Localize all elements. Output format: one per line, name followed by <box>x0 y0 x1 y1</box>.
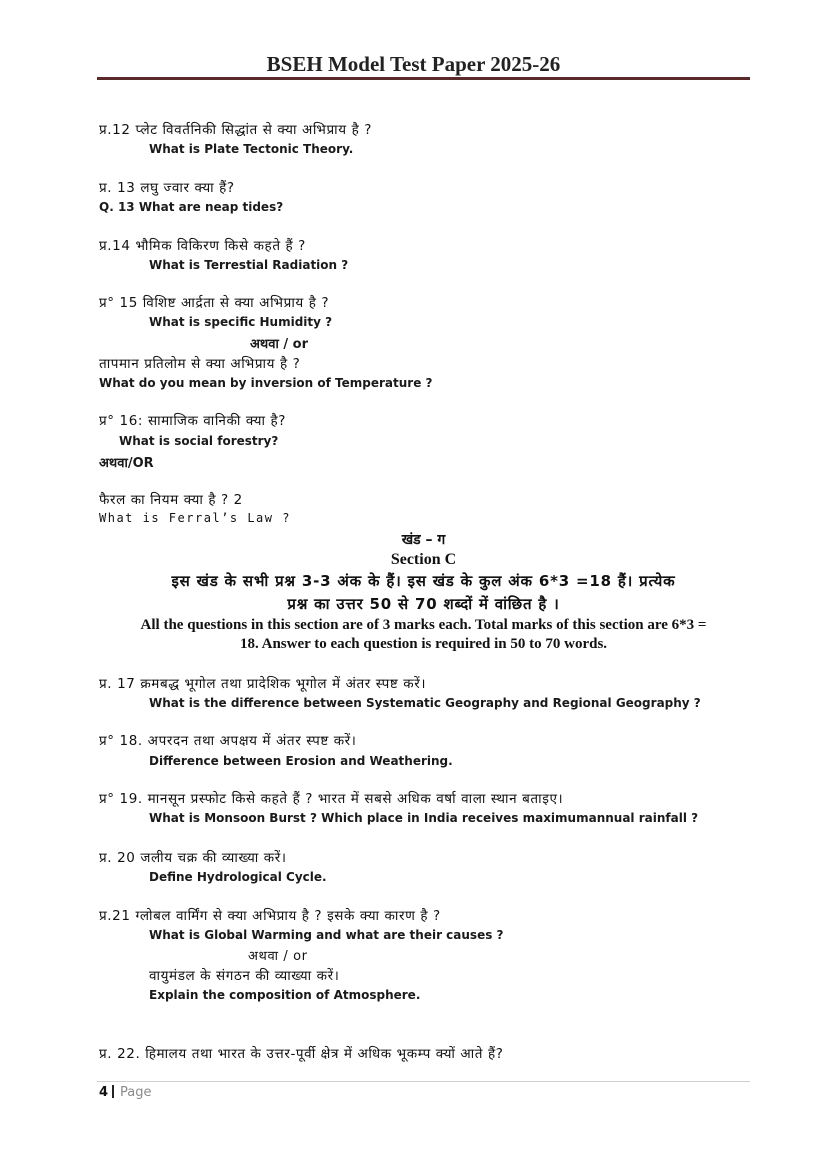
question-16-alt-hindi: फैरल का नियम क्या है ? 2 <box>99 492 243 508</box>
question-21-alt-english: Explain the composition of Atmosphere. <box>149 988 421 1002</box>
question-21-or: अथवा / or <box>248 949 308 964</box>
section-c-instructions-hindi-line1: इस खंड के सभी प्रश्न 3-3 अंक के हैं। इस खंड के कुल अंक 6*3 =18 हैं। प्रत्येक <box>171 572 676 590</box>
question-21-alt-hindi: वायुमंडल के संगठन की व्याख्या करें। <box>149 968 340 984</box>
question-15-english: What is specific Humidity ? <box>149 315 333 329</box>
question-18-english: Difference between Erosion and Weathering. <box>149 754 453 768</box>
question-16-hindi: प्र° 16: सामाजिक वानिकी क्या है? <box>99 413 287 429</box>
question-20-english: Define Hydrological Cycle. <box>149 870 327 884</box>
question-15-hindi: प्र° 15 विशिष्ट आर्द्रता से क्या अभिप्राय है ? <box>99 295 330 311</box>
question-19-hindi: प्र° 19. मानसून प्रस्फोट किसे कहते हैं ? भारत में सबसे अधिक वर्षा वाला स्थान बताइए। <box>99 791 564 807</box>
section-c-instructions-english-line1: All the questions in this section are of 3 marks each. Total marks of this section are 6*3 = <box>140 617 707 633</box>
section-c-instructions-hindi-line2: प्रश्न का उत्तर 50 से 70 शब्दों में वांछित है । <box>287 595 560 613</box>
question-15-alt-hindi: तापमान प्रतिलोम से क्या अभिप्राय है ? <box>99 356 301 372</box>
footer-divider <box>97 1081 750 1082</box>
page-footer <box>99 1085 152 1100</box>
question-14-english: What is Terrestial Radiation ? <box>149 258 349 272</box>
question-12-english: What is Plate Tectonic Theory. <box>149 142 354 156</box>
footer-separator <box>112 1085 114 1098</box>
question-16-alt-english: What is Ferral’s Law ? <box>99 511 291 525</box>
question-15-or: अथवा / or <box>250 337 308 352</box>
question-16-or: अथवा/OR <box>99 456 154 471</box>
section-c-title-hindi: खंड – ग <box>401 532 446 548</box>
question-17-hindi: प्र. 17 क्रमबद्ध भूगोल तथा प्रादेशिक भूगोल में अंतर स्पष्ट करें। <box>99 676 427 692</box>
question-18-hindi: प्र° 18. अपरदन तथा अपक्षय में अंतर स्पष्ट करें। <box>99 733 357 749</box>
question-13-hindi: प्र. 13 लघु ज्वार क्या हैं? <box>99 180 235 196</box>
question-20-hindi: प्र. 20 जलीय चक्र की व्याख्या करें। <box>99 850 287 866</box>
question-12-hindi: प्र.12 प्लेट विवर्तनिकी सिद्धांत से क्या अभिप्राय है ? <box>99 122 373 138</box>
page-label: Page <box>120 1085 152 1100</box>
question-14-hindi: प्र.14 भौमिक विकिरण किसे कहते हैं ? <box>99 238 306 254</box>
question-16-english: What is social forestry? <box>119 434 279 448</box>
section-c-title-english: Section C <box>390 551 457 568</box>
page-number: 4 <box>99 1085 109 1100</box>
question-21-english: What is Global Warming and what are their causes ? <box>149 928 504 942</box>
question-15-alt-english: What do you mean by inversion of Temperature ? <box>99 376 433 390</box>
question-13-english: Q. 13 What are neap tides? <box>99 200 284 214</box>
question-22-hindi: प्र. 22. हिमालय तथा भारत के उत्तर-पूर्वी क्षेत्र में अधिक भूकम्प क्यों आते हैं? <box>99 1046 504 1062</box>
header-divider <box>97 77 750 80</box>
question-19-english: What is Monsoon Burst ? Which place in India receives maximumannual rainfall ? <box>149 811 699 825</box>
section-c-instructions-english-line2: 18. Answer to each question is required in 50 to 70 words. <box>239 636 608 652</box>
page-header-title: BSEH Model Test Paper 2025-26 <box>266 52 561 76</box>
question-21-hindi: प्र.21 ग्लोबल वार्मिंग से क्या अभिप्राय है ? इसके क्या कारण है ? <box>99 908 441 924</box>
question-17-english: What is the difference between Systematic Geography and Regional Geography ? <box>149 696 701 710</box>
